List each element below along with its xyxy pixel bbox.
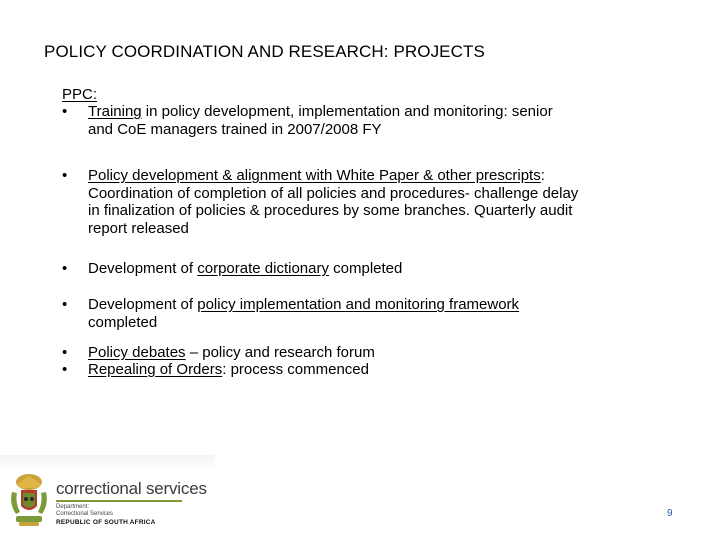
bullet-item-policy-debates	[62, 344, 375, 362]
bullet-text: and CoE managers trained in 2007/2008 FY	[88, 120, 382, 138]
bullet-text: Coordination of completion of all policies and procedures- challenge delay	[88, 184, 579, 202]
bullet-text: completed	[328, 260, 403, 277]
bullet-text: – policy and research forum	[185, 344, 375, 361]
bullet-underlined-text: Training	[88, 103, 142, 120]
bullet-dot: •	[62, 361, 68, 378]
bullet-line	[88, 185, 578, 203]
logo-department-line: Department:	[56, 504, 90, 510]
section-label: PPC:	[62, 86, 98, 103]
bullet-line	[88, 344, 375, 362]
slide-title: POLICY COORDINATION AND RESEARCH: PROJECTS	[44, 42, 485, 61]
bullet-text: Development of	[88, 296, 198, 313]
logo-country: REPUBLIC OF SOUTH AFRICA	[56, 519, 156, 526]
logo-wordmark: correctional services	[56, 479, 207, 498]
bullet-dot: •	[62, 344, 68, 361]
page-number: 9	[667, 508, 673, 519]
bullet-line	[88, 202, 578, 220]
logo-department	[56, 504, 113, 518]
bullet-underlined-text: policy implementation and monitoring framework	[197, 296, 520, 313]
bullet-line	[88, 314, 519, 332]
bullet-item-repealing-orders	[62, 361, 369, 379]
bullet-text: report released	[88, 219, 189, 237]
bullet-item-policy-development	[62, 167, 578, 237]
bullet-item-monitoring-framework	[62, 296, 519, 331]
bullet-item-training	[62, 103, 553, 138]
bullet-dot: •	[62, 296, 68, 313]
bullet-text: :	[540, 167, 545, 184]
logo-department-line: Correctional Services	[56, 511, 114, 517]
bullet-line	[88, 220, 578, 238]
bullet-line	[88, 361, 369, 379]
bullet-line	[88, 296, 519, 314]
logo-divider	[56, 500, 182, 502]
bullet-item-corporate-dictionary	[62, 260, 402, 278]
bullet-dot: •	[62, 103, 68, 120]
bullet-line	[88, 103, 553, 121]
bullet-dot: •	[62, 167, 68, 184]
bullet-underlined-text: Policy development & alignment with White Paper & other prescripts	[88, 167, 541, 184]
bullet-line	[88, 260, 402, 278]
bullet-text: Development of	[88, 260, 198, 277]
bullet-text: : process commenced	[222, 361, 369, 378]
bullet-line	[88, 167, 578, 185]
bullet-underlined-text: Policy debates	[88, 344, 186, 361]
bullet-text: completed	[88, 313, 158, 331]
bullet-text: in policy development, implementation and monitoring: senior	[141, 103, 553, 120]
bullet-line	[88, 121, 553, 139]
bullet-underlined-text: Repealing of Orders	[88, 361, 223, 378]
bullet-dot: •	[62, 260, 68, 277]
bullet-text: in finalization of policies & procedures by some branches. Quarterly audit	[88, 202, 573, 219]
bullet-underlined-text: corporate dictionary	[197, 260, 329, 277]
coat-of-arms-icon	[8, 472, 50, 530]
